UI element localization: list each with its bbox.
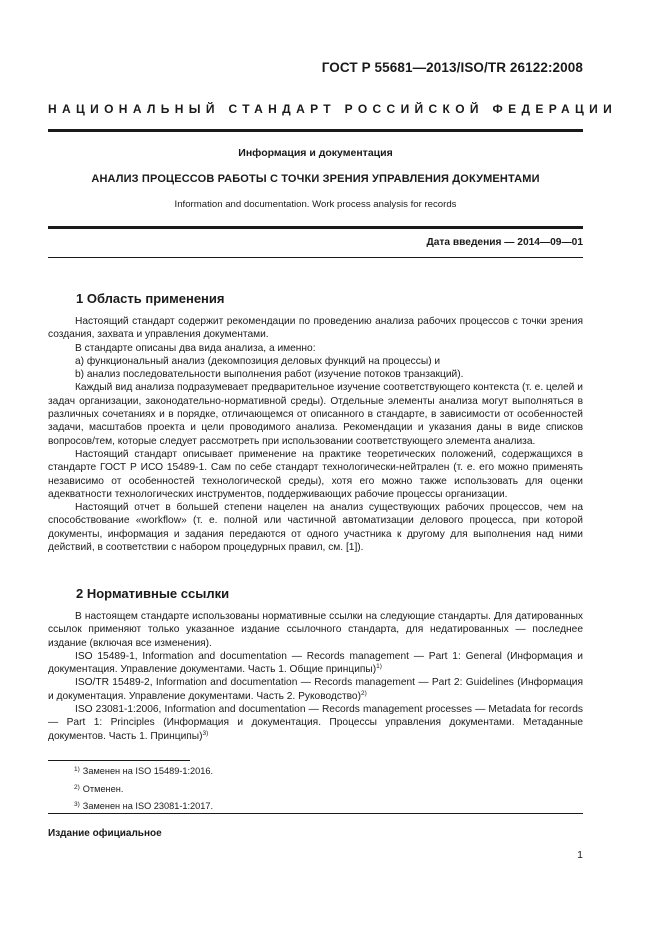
footnote-mark: 1) — [74, 766, 80, 773]
paragraph: Каждый вид анализа подразумевает предварительное изучение соответствующего контекста (т. е. целей и задач организации, законодательно-нормативной среды). Отдельные элементы анализа могут выполняться в различных сочетаниях и в порядке, отличающемся от описанного в стандарте, в зависимости от особенностей задачи, масштабов проекта и цели проводимого анализа. Рекомендации и указания даны в виде списков вопросов/тем, которые следует рассмотреть при использовании соответствующего элемента анализа. — [48, 382, 583, 447]
footnote-text: Заменен на ISO 15489-1:2016. — [82, 766, 214, 776]
doc-title-english: Information and documentation. Work process analysis for records — [174, 199, 457, 210]
footnote-mark: 2) — [74, 783, 80, 791]
footnote — [74, 780, 213, 798]
edition-label: Издание официальное — [48, 828, 162, 839]
footnote-ref: 3) — [202, 729, 209, 737]
reference-item — [48, 703, 583, 743]
reference-text: ISO 23081-1:2006, Information and documentation — Records management processes — Metadata for records — Part 1: Principles (Информация и документация. Процессы управления документами. Метаданные документов. Часть 1. Принципы) — [48, 704, 583, 742]
list-item: a) функциональный анализ (декомпозиция деловых функций на процессы) и — [75, 355, 441, 367]
national-standard-banner: НАЦИОНАЛЬНЫЙ СТАНДАРТ РОССИЙСКОЙ ФЕДЕРАЦИИ — [48, 102, 618, 116]
standard-code: ГОСТ Р 55681—2013/ISO/TR 26122:2008 — [321, 60, 583, 75]
footer-rule — [48, 813, 583, 814]
paragraph: Настоящий отчет в большей степени нацелен на анализ существующих рабочих процессов, чем на способствование «workflow» (т. е. полной или частичной автоматизации делового процесса, при которой документы, информация и задания передаются от одного участника к другому для выполнения над ними действий, в соответствии с набором процедурных правил, см. [1]). — [48, 502, 583, 554]
section-1-heading: 1 Область применения — [76, 291, 225, 306]
section-1-body — [48, 315, 583, 554]
footnote-text: Отменен. — [82, 783, 124, 794]
paragraph: Настоящий стандарт описывает применение на практике теоретических положений, содержащихся в стандарте ГОСТ Р ИСО 15489-1. Сам по себе стандарт технологически-нейтрален (т. е. его можно применять независимо от особенностей технологической среды), хотя его можно также использовать для оценки адекватности технологических инструментов, поддерживающих рабочие процессы организации. — [48, 448, 583, 500]
doc-title: АНАЛИЗ ПРОЦЕССОВ РАБОТЫ С ТОЧКИ ЗРЕНИЯ УПРАВЛЕНИЯ ДОКУМЕНТАМИ — [91, 173, 540, 185]
title-rule — [48, 226, 583, 229]
intro-date: Дата введения — 2014—09—01 — [426, 237, 583, 248]
footnote-text: Заменен на ISO 23081-1:2017. — [82, 801, 214, 811]
footnote-rule — [48, 760, 190, 761]
footnote-ref: 1) — [376, 663, 382, 671]
paragraph: Настоящий стандарт содержит рекомендации по проведению анализа рабочих процессов с точки зрения создания, захвата и управления документами. — [48, 316, 583, 341]
footnote — [74, 797, 213, 815]
top-rule — [48, 129, 583, 132]
paragraph: В стандарте описаны два вида анализа, а именно: — [75, 342, 316, 354]
list-item: b) анализ последовательности выполнения работ (изучение потоков транзакций). — [75, 369, 464, 381]
page-number: 1 — [577, 849, 583, 861]
footnote-ref: 2) — [361, 689, 367, 697]
section-2-heading: 2 Нормативные ссылки — [76, 586, 230, 601]
reference-item — [48, 650, 583, 677]
footnotes — [74, 762, 213, 815]
reference-item — [48, 676, 583, 703]
date-rule — [48, 257, 583, 258]
footnote — [74, 762, 213, 780]
reference-text: ISO/TR 15489-2, Information and documentation — Records management — Part 2: Guidelines (Информация и документация. Управление документами. Часть 2. Руководство) — [48, 677, 583, 702]
doc-type: Информация и документация — [238, 147, 393, 159]
paragraph: В настоящем стандарте использованы нормативные ссылки на следующие стандарты. Для датированных ссылок применяют только указанное издание ссылочного стандарта, для недатированных — последнее издание (включая все изменения). — [48, 611, 583, 649]
footnote-mark: 3) — [74, 801, 80, 808]
section-2-body — [48, 610, 583, 743]
reference-text: ISO 15489-1, Information and documentation — Records management — Part 1: General (Информация и документация. Управление документами. Часть 1. Общие принципы) — [48, 650, 583, 676]
